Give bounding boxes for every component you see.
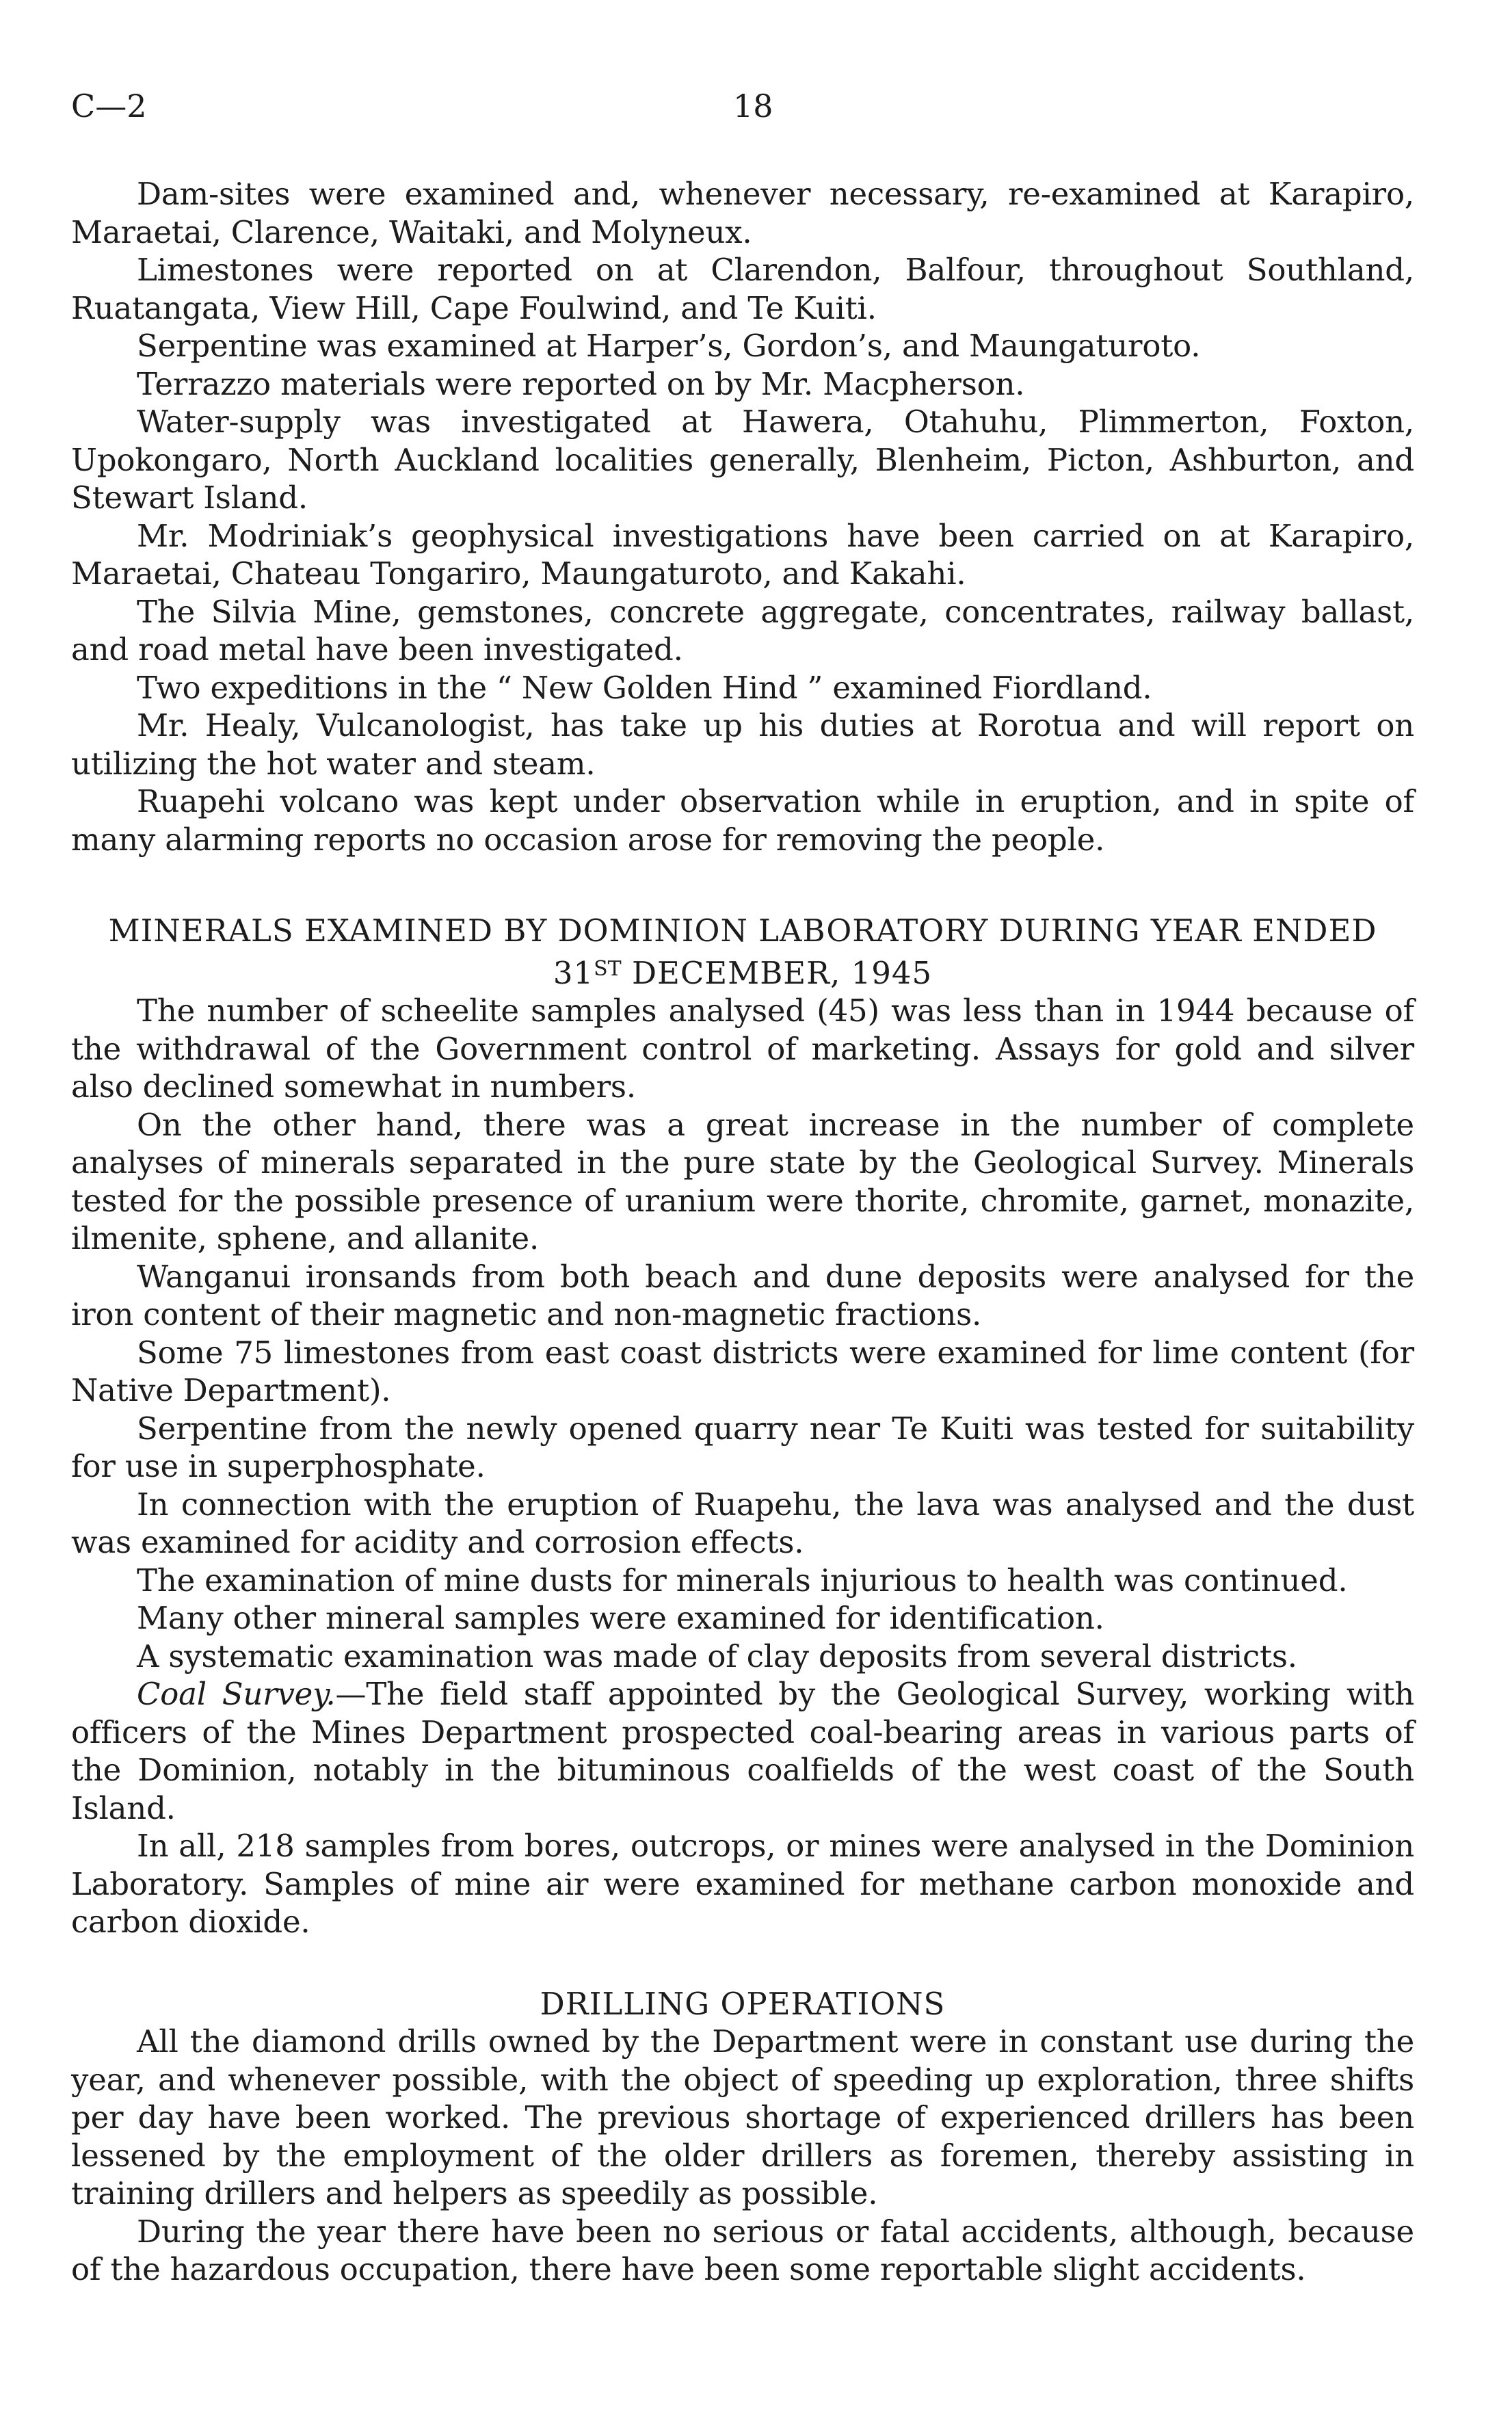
paragraph-clay-deposits: A systematic examination was made of clay deposits from several districts. xyxy=(137,1638,1297,1674)
drilling-heading: DRILLING OPERATIONS xyxy=(540,1985,946,2022)
paragraph-uranium: On the other hand, there was a great increase in the number of complete analyses of minerals separated in the pure state by the Geological Survey. Minerals tested for the possible presence of uranium were thorite, chromite, garnet, monazite, ilmenite, sphene, and allanite. xyxy=(71,1106,1414,1257)
page-number: 18 xyxy=(733,88,773,124)
minerals-heading-date: DECEMBER, 1945 xyxy=(621,954,933,991)
minerals-section xyxy=(71,912,1414,1941)
paragraph-limestones: Limestones were reported on at Clarendon, Balfour, throughout Southland, Ruatangata, View Hill, Cape Foulwind, and Te Kuiti. xyxy=(71,252,1414,326)
paragraph-limestones-east-coast: Some 75 limestones from east coast districts were examined for lime content (for Native Department). xyxy=(71,1334,1414,1408)
paragraph-mine-dusts: The examination of mine dusts for minerals injurious to health was continued. xyxy=(137,1562,1348,1599)
paragraph-dam-sites: Dam-sites were examined and, whenever necessary, re-examined at Karapiro, Maraetai, Clarence, Waitaki, and Molyneux. xyxy=(71,176,1414,250)
paragraph-expeditions: Two expeditions in the “ New Golden Hind ” examined Fiordland. xyxy=(137,669,1152,706)
body-text xyxy=(71,175,1414,2289)
paragraph-accidents: During the year there have been no serious or fatal accidents, although, because of the hazardous occupation, there have been some reportable slight accidents. xyxy=(71,2213,1414,2287)
paragraph-ruapehu: Ruapehi volcano was kept under observation while in eruption, and in spite of many alarming reports no occasion arose for removing the people. xyxy=(71,783,1414,858)
paragraph-ironsands: Wanganui ironsands from both beach and dune deposits were analysed for the iron content of their magnetic and non-magnetic fractions. xyxy=(71,1258,1414,1332)
coal-survey-label: Coal Survey. xyxy=(137,1676,336,1712)
minerals-heading-day: 31 xyxy=(553,954,594,991)
section-spacer xyxy=(71,858,1414,912)
minerals-heading-ordinal: ST xyxy=(594,956,622,981)
minerals-heading-line-1: MINERALS EXAMINED BY DOMINION LABORATORY DURING YEAR ENDED xyxy=(108,912,1377,949)
paragraph-geophysical: Mr. Modriniak’s geophysical investigations have been carried on at Karapiro, Maraetai, Chateau Tongariro, Maungaturoto, and Kakahi. xyxy=(71,517,1414,592)
paragraph-identification: Many other mineral samples were examined for identification. xyxy=(137,1600,1104,1636)
paragraph-water-supply: Water-supply was investigated at Hawera, Otahuhu, Plimmerton, Foxton, Upokongaro, North Auckland localities generally, Blenheim, Picton, Ashburton, and Stewart Island. xyxy=(71,404,1414,516)
paragraph-terrazzo: Terrazzo materials were reported on by Mr. Macpherson. xyxy=(137,365,1025,402)
paragraph-vulcanologist: Mr. Healy, Vulcanologist, has take up his duties at Rorotua and will report on utilizing the hot water and steam. xyxy=(71,707,1414,782)
paragraph-diamond-drills: All the diamond drills owned by the Department were in constant use during the year, and whenever possible, with the object of speeding up exploration, three shifts per day have been worked. The previous shortage of experienced drillers has been lessened by the employment of the older drillers as foremen, thereby assisting in training drillers and helpers as speedily as possible. xyxy=(71,2023,1414,2211)
paragraph-scheelite: The number of scheelite samples analysed (45) was less than in 1944 because of the withdrawal of the Government control of marketing. Assays for gold and silver also declined somewhat in numbers. xyxy=(71,993,1414,1105)
minerals-heading xyxy=(71,912,1414,992)
paragraph-lava: In connection with the eruption of Ruapehu, the lava was analysed and the dust was examined for acidity and corrosion effects. xyxy=(71,1486,1414,1560)
paragraph-silvia-mine: The Silvia Mine, gemstones, concrete aggregate, concentrates, railway ballast, and road metal have been investigated. xyxy=(71,593,1414,668)
paragraph-samples: In all, 218 samples from bores, outcrops, or mines were analysed in the Dominion Laboratory. Samples of mine air were examined for methane carbon monoxide and carbon dioxide. xyxy=(71,1828,1414,1940)
paragraph-coal-survey xyxy=(71,1675,1414,1827)
drilling-section xyxy=(71,1985,1414,2289)
running-head xyxy=(71,88,1411,135)
section-spacer xyxy=(71,1941,1414,1985)
intro-section xyxy=(71,175,1414,858)
coal-survey-text: —The field staff appointed by the Geological Survey, working with officers of the Mines Department prospected coal-bearing areas in various parts of the Dominion, notably in the bituminous coalfields of the west coast of the South Island. xyxy=(71,1676,1414,1826)
document-reference: C—2 xyxy=(71,88,147,124)
paragraph-serpentine-quarry: Serpentine from the newly opened quarry near Te Kuiti was tested for suitability for use in superphosphate. xyxy=(71,1410,1414,1484)
paragraph-serpentine: Serpentine was examined at Harper’s, Gordon’s, and Maungaturoto. xyxy=(137,328,1201,364)
